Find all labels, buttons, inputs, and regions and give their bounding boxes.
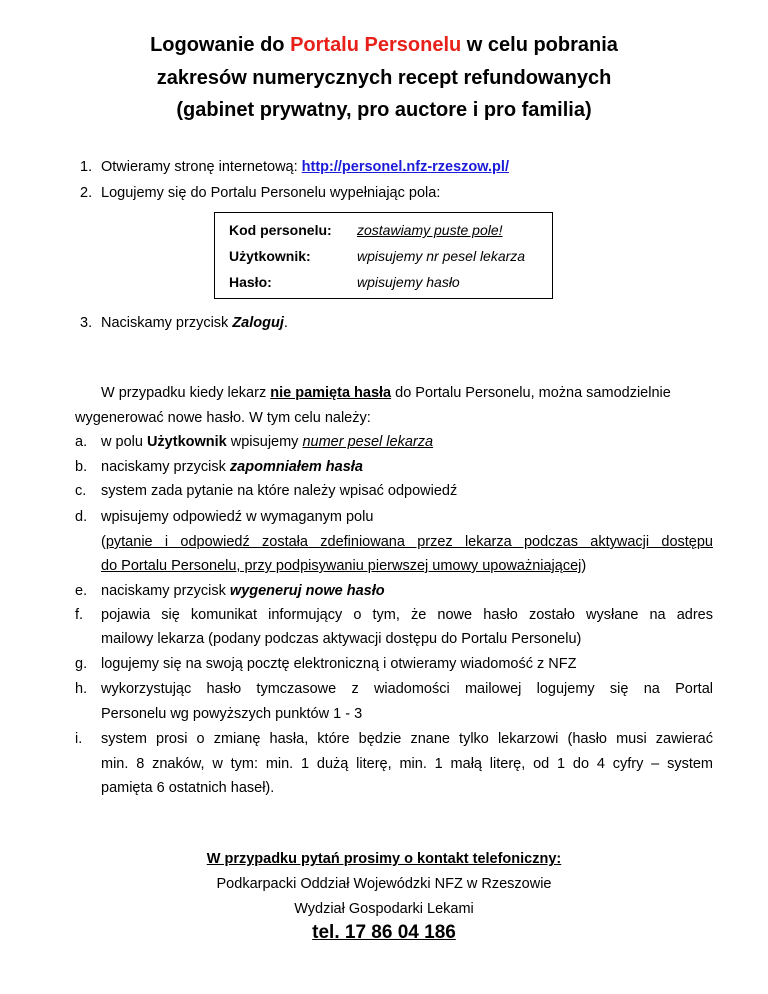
item-h-line-1: wykorzystując hasło tymczasowe z wiadomości mailowej logujemy się na Portal [101, 681, 713, 697]
item-f-line-1: pojawia się komunikat informujący o tym, że nowe hasło zostało wysłane na adres [101, 607, 713, 623]
login-fields-box [214, 212, 553, 299]
contact-heading: W przypadku pytań prosimy o kontakt telefoniczny: [206, 851, 562, 867]
portal-url-link[interactable]: http://personel.nfz-rzeszow.pl/ [301, 159, 509, 175]
zaloguj-button-ref: Zaloguj [232, 315, 284, 331]
box-value-password: wpisujemy hasło [357, 274, 460, 290]
item-i-line-2: min. 8 znaków, w tym: min. 1 dużą literę, min. 1 małą literę, od 1 do 4 cyfry – system [101, 756, 713, 772]
item-f-line-2: mailowy lekarza (podany podczas aktywacji dostępu do Portalu Personelu) [101, 631, 582, 647]
page-title-line-3: (gabinet prywatny, pro auctore i pro familia) [176, 99, 592, 121]
contact-phone: tel. 17 86 04 186 [312, 922, 456, 943]
contact-line-1: Podkarpacki Oddział Wojewódzki NFZ w Rzeszowie [216, 876, 552, 892]
portal-name-highlight: Portalu Personelu [290, 34, 462, 56]
page-title-line-1: Logowanie do Portalu Personelu w celu pobrania [150, 34, 618, 56]
intro-line-1: W przypadku kiedy lekarz nie pamięta hasła do Portalu Personelu, można samodzielnie [101, 385, 671, 401]
box-value-kod: zostawiamy puste pole! [357, 222, 503, 238]
box-label-kod: Kod personelu: [229, 222, 332, 238]
box-label-password: Hasło: [229, 274, 272, 290]
intro-line-2: wygenerować nowe hasło. W tym celu należy: [75, 410, 371, 426]
box-label-user: Użytkownik: [229, 248, 311, 264]
box-value-user: wpisujemy nr pesel lekarza [357, 248, 526, 264]
item-h-line-2: Personelu wg powyższych punktów 1 - 3 [101, 706, 363, 722]
item-i-line-3: pamięta 6 ostatnich haseł). [101, 780, 275, 796]
contact-line-2: Wydział Gospodarki Lekami [294, 901, 474, 917]
item-i-line-1: system prosi o zmianę hasła, które będzie znane tylko lekarzowi (hasło musi zawierać [101, 731, 713, 747]
item-d-note-line-1: (pytanie i odpowiedź została zdefiniowana przez lekarza podczas aktywacji dostępu [101, 534, 713, 550]
item-d-note-line-2: do Portalu Personelu, przy podpisywaniu pierwszej umowy upoważniającej) [101, 558, 587, 574]
page-title-line-2: zakresów numerycznych recept refundowanych [156, 67, 612, 89]
